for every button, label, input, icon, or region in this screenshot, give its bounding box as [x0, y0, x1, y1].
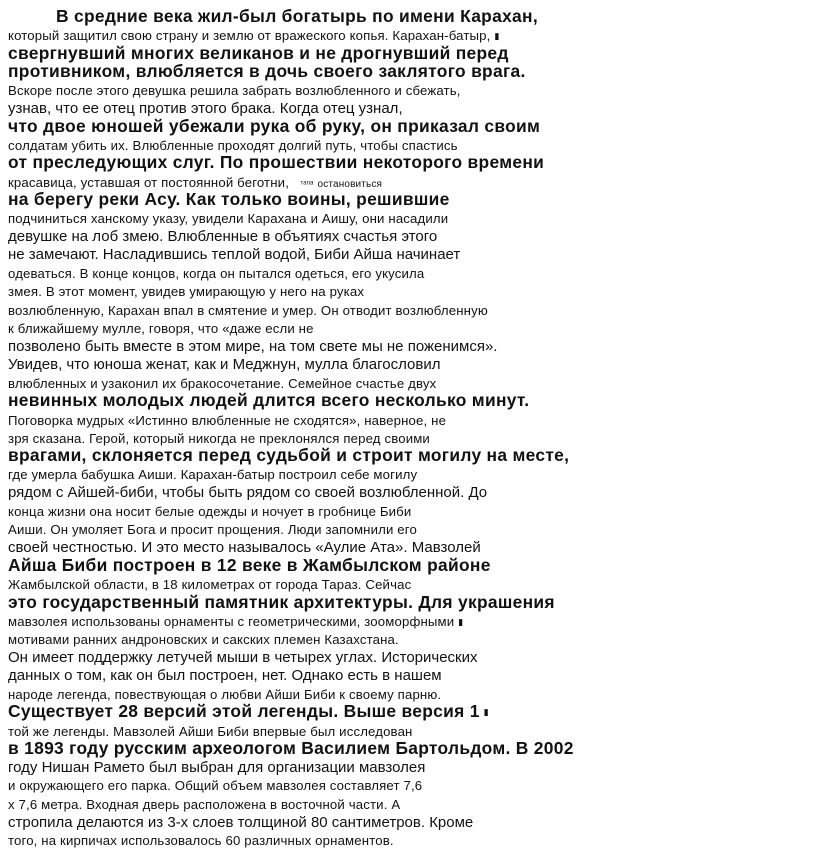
text-line: от преследующих слуг. По прошествии некоторого времени [8, 154, 545, 173]
text-line: своей честностью. И это место называлось «Аулие Ата». Мавзолей [8, 539, 481, 557]
text-line: это государственный памятник архитектуры. Для украшения [8, 593, 555, 612]
text-line-content: мавзолея использованы орнаменты с геометрическими, зооморфными [8, 613, 455, 629]
marker-icon: ▮ [458, 616, 464, 627]
text-line: подчиниться ханскому указу, увидели Карахана и Аишу, они насадили [8, 211, 449, 227]
text-line [8, 703, 820, 721]
text-line: данных о том, как он был построен, нет. Однако есть в нашем [8, 667, 442, 685]
text-line: Аиши. Он умоляет Бога и просит прощения. Люди запомнили его [8, 522, 417, 538]
text-line [8, 173, 820, 191]
text-line [8, 612, 820, 630]
text-line: узнав, что ее отец против этого брака. Когда отец узнал, [8, 99, 403, 117]
text-line: Вскоре после этого девушка решила забрать возлюбленного и сбежать, [8, 83, 461, 99]
marker-icon: ▮ [494, 31, 500, 42]
text-line: той же легенды. Мавзолей Айши Биби впервые был исследован [8, 723, 413, 739]
text-line: врагами, склоняется перед судьбой и строит могилу на месте, [8, 447, 570, 466]
text-line-content: который защитил свою страну и землю от вражеского копья. Карахан-батыр, [8, 28, 491, 44]
text-line: к ближайшему мулле, говоря, что «даже если не [8, 321, 314, 337]
text-line: солдатам убить их. Влюбленные проходят долгий путь, чтобы спастись [8, 138, 458, 154]
text-line: того, на кирпичах использовалось 60 различных орнаментов. [8, 833, 394, 849]
text-line: Жамбылской области, в 18 километрах от города Тараз. Сейчас [8, 577, 412, 593]
marker-icon: ▮ [483, 707, 489, 718]
text-line: зря сказана. Герой, который никогда не преклонялся перед своими [8, 430, 430, 446]
text-line: мотивами ранних андроновских и сакских племен Казахстана. [8, 632, 399, 648]
text-line: народе легенда, повествующая о любви Айши Биби к своему парню. [8, 686, 442, 702]
text-line-content: Существует 28 версий этой легенды. Выше версия 1 [8, 703, 480, 722]
text-line: где умерла бабушка Аиши. Карахан-батыр построил себе могилу [8, 467, 418, 483]
small-caption: тапа [300, 180, 314, 187]
text-line: на берегу реки Асу. Как только воины, решившие [8, 190, 450, 209]
text-line: противником, влюбляется в дочь своего заклятого врага. [8, 62, 526, 81]
text-line [8, 26, 820, 44]
text-line: невинных молодых людей длится всего несколько минут. [8, 392, 530, 411]
text-line: Айша Биби построен в 12 веке в Жамбылском районе [8, 556, 491, 575]
stop-word: остановиться [317, 178, 383, 190]
text-line: x 7,6 метра. Входная дверь расположена в восточной части. А [8, 796, 401, 812]
text-line: свергнувший многих великанов и не дрогнувший перед [8, 44, 509, 63]
text-line: стропила делаются из 3-х слоев толщиной 80 сантиметров. Кроме [8, 813, 474, 831]
text-line: Поговорка мудрых «Истинно влюбленные не сходятся», наверное, не [8, 412, 447, 428]
text-line: и окружающего его парка. Общий объем мавзолея составляет 7,6 [8, 778, 423, 794]
text-line: году Нишан Рамето был выбран для организации мавзолея [8, 758, 426, 776]
text-line: позволено быть вместе в этом мире, на том свете мы не поженимся». [8, 337, 498, 355]
text-line: влюбленных и узаконил их бракосочетание. Семейное счастье двух [8, 375, 437, 391]
text-line: рядом с Айшей-биби, чтобы быть рядом со своей возлюбленной. До [8, 484, 488, 502]
text-line-content: красавица, уставшая от постоянной беготни, [8, 174, 290, 190]
text-line: Он имеет поддержку летучей мыши в четырех углах. Исторических [8, 648, 478, 666]
text-line: возлюбленную, Карахан впал в смятение и умер. Он отводит возлюбленную [8, 302, 488, 318]
text-line: конца жизни она носит белые одежды и ночует в гробнице Биби [8, 504, 412, 520]
text-line: змея. В этот момент, увидев умирающую у него на руках [8, 284, 365, 300]
text-line: не замечают. Насладившись теплой водой, Биби Айша начинает [8, 246, 461, 264]
text-line: одеваться. В конце концов, когда он пытался одеться, его укусила [8, 266, 425, 282]
text-line: В средние века жил-был богатырь по имени Карахан, [56, 8, 538, 26]
text-line: что двое юношей убежали рука об руку, он приказал своим [8, 117, 541, 136]
text-line: Увидев, что юноша женат, как и Меджнун, мулла благословил [8, 356, 441, 374]
text-line: в 1893 году русским археологом Василием Бартольдом. В 2002 [8, 739, 574, 758]
text-line: девушке на лоб змею. Влюбленные в объятиях счастья этого [8, 228, 438, 246]
